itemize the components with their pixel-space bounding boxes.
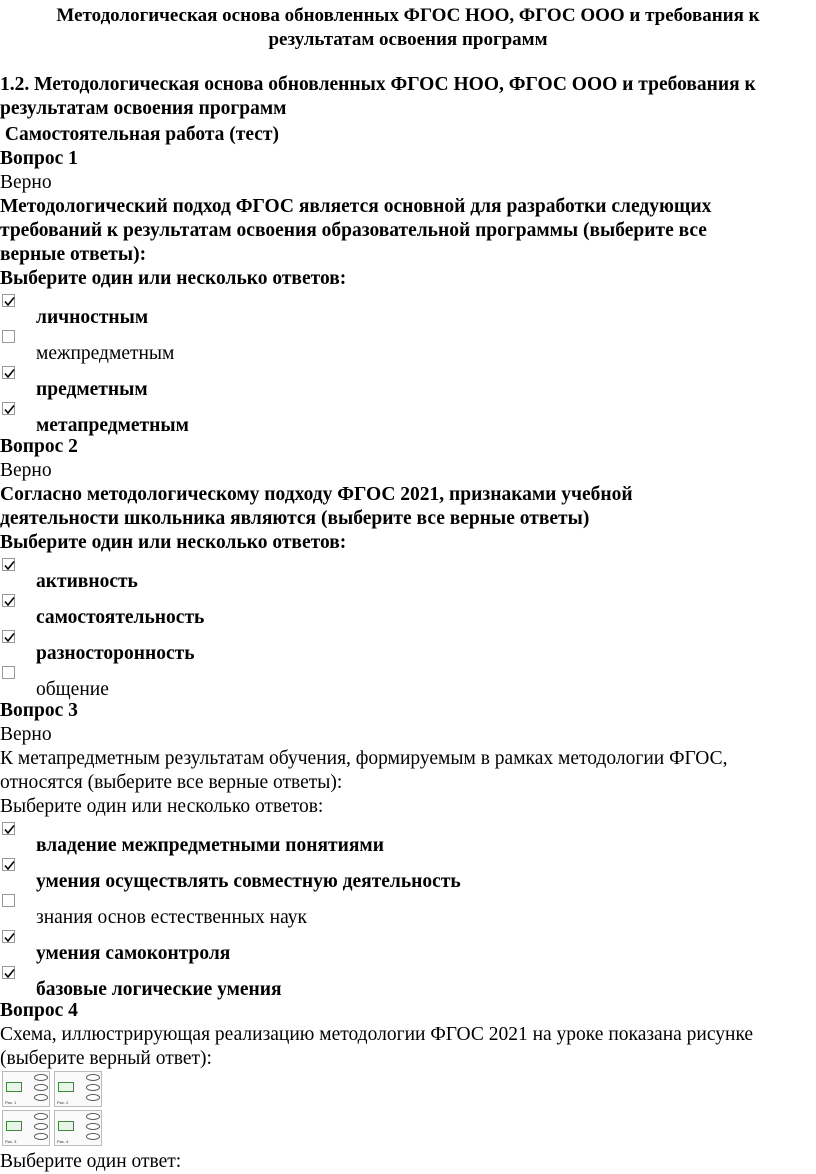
- checkbox-unchecked[interactable]: [2, 666, 15, 679]
- checkbox-checked[interactable]: [2, 294, 15, 307]
- question-2-instruction: Выберите один или несколько ответов:: [0, 532, 347, 553]
- scheme-ellipse: [86, 1133, 100, 1140]
- checkmark-icon: [3, 859, 16, 872]
- scheme-box: [58, 1121, 74, 1131]
- question-1-text-line-2: требований к результатам освоения образовательной программы (выберите все: [0, 220, 707, 241]
- scheme-ellipse: [34, 1084, 48, 1091]
- question-2-status: Верно: [0, 460, 52, 481]
- answer-option-label: знания основ естественных наук: [36, 907, 307, 928]
- checkbox-checked[interactable]: [2, 630, 15, 643]
- answer-option[interactable]: [0, 630, 760, 666]
- checkbox-checked[interactable]: [2, 966, 15, 979]
- answer-option-label: владение межпредметными понятиями: [36, 835, 384, 856]
- answer-option[interactable]: [0, 822, 760, 858]
- scheme-ellipse: [34, 1113, 48, 1120]
- scheme-figure-2[interactable]: [54, 1071, 102, 1107]
- scheme-figures: [0, 1071, 110, 1147]
- answer-option-label: личностным: [36, 307, 149, 328]
- answer-option[interactable]: [0, 930, 760, 966]
- answer-option-label: метапредметным: [36, 415, 189, 436]
- section-subheading: Самостоятельная работа (тест): [0, 124, 279, 145]
- scheme-ellipse: [86, 1084, 100, 1091]
- question-1-text-line-1: Методологический подход ФГОС является основной для разработки следующих: [0, 196, 712, 217]
- scheme-box: [6, 1121, 22, 1131]
- question-4-label: Вопрос 4: [0, 1000, 78, 1021]
- scheme-ellipse: [86, 1074, 100, 1081]
- scheme-figure-1[interactable]: [2, 1071, 50, 1107]
- figure-caption: Рис. 4: [57, 1139, 69, 1144]
- answer-option-label: предметным: [36, 379, 148, 400]
- checkbox-unchecked[interactable]: [2, 894, 15, 907]
- question-3-label: Вопрос 3: [0, 700, 78, 721]
- scheme-ellipse: [34, 1094, 48, 1101]
- question-3-text-line-1: К метапредметным результатам обучения, формируемым в рамках методологии ФГОС,: [0, 748, 728, 769]
- scheme-figure-4[interactable]: [54, 1110, 102, 1146]
- checkmark-icon: [3, 967, 16, 980]
- checkmark-icon: [3, 403, 16, 416]
- scheme-ellipse: [86, 1113, 100, 1120]
- checkmark-icon: [3, 595, 16, 608]
- answer-option[interactable]: [0, 666, 760, 702]
- checkmark-icon: [3, 931, 16, 944]
- figure-caption: Рис. 3: [5, 1139, 17, 1144]
- figure-caption: Рис. 1: [5, 1100, 17, 1105]
- checkmark-icon: [3, 823, 16, 836]
- answer-option[interactable]: [0, 330, 760, 366]
- question-2-text-line-1: Согласно методологическому подходу ФГОС 2021, признаками учебной: [0, 484, 633, 505]
- scheme-ellipse: [34, 1133, 48, 1140]
- question-3-status: Верно: [0, 724, 52, 745]
- answer-option-label: базовые логические умения: [36, 979, 282, 1000]
- question-2-text-line-2: деятельности школьника являются (выберите все верные ответы): [0, 508, 590, 529]
- checkbox-checked[interactable]: [2, 594, 15, 607]
- page-title-line-1: Методологическая основа обновленных ФГОС НОО, ФГОС ООО и требования к: [56, 5, 760, 26]
- scheme-ellipse: [86, 1123, 100, 1130]
- question-1-instruction: Выберите один или несколько ответов:: [0, 268, 347, 289]
- checkmark-icon: [3, 559, 16, 572]
- section-heading-line-2: результатам освоения программ: [0, 98, 287, 119]
- section-heading-line-1: 1.2. Методологическая основа обновленных ФГОС НОО, ФГОС ООО и требования к: [0, 74, 756, 95]
- figure-caption: Рис. 2: [57, 1100, 69, 1105]
- page-title-line-2: результатам освоения программ: [268, 29, 548, 50]
- question-3-text-line-2: относятся (выберите все верные ответы):: [0, 772, 343, 793]
- answer-option[interactable]: [0, 294, 760, 330]
- answer-option-label: межпредметным: [36, 343, 175, 364]
- answer-option[interactable]: [0, 894, 760, 930]
- question-3-instruction: Выберите один или несколько ответов:: [0, 796, 324, 817]
- question-2-label: Вопрос 2: [0, 436, 78, 457]
- scheme-box: [58, 1082, 74, 1092]
- answer-option-label: активность: [36, 571, 138, 592]
- question-1-label: Вопрос 1: [0, 148, 78, 169]
- answer-option-label: общение: [36, 679, 109, 700]
- question-4-instruction: Выберите один ответ:: [0, 1151, 182, 1172]
- checkmark-icon: [3, 631, 16, 644]
- answer-option[interactable]: [0, 366, 760, 402]
- answer-option-label: самостоятельность: [36, 607, 205, 628]
- scheme-ellipse: [34, 1074, 48, 1081]
- answer-option-label: умения осуществлять совместную деятельность: [36, 871, 461, 892]
- scheme-figure-3[interactable]: [2, 1110, 50, 1146]
- checkbox-unchecked[interactable]: [2, 330, 15, 343]
- question-1-text-line-3: верные ответы):: [0, 244, 147, 265]
- answer-option[interactable]: [0, 966, 760, 1002]
- answer-option-label: разносторонность: [36, 643, 195, 664]
- answer-option[interactable]: [0, 402, 760, 438]
- checkbox-checked[interactable]: [2, 558, 15, 571]
- checkbox-checked[interactable]: [2, 822, 15, 835]
- checkbox-checked[interactable]: [2, 930, 15, 943]
- answer-option[interactable]: [0, 558, 760, 594]
- checkbox-checked[interactable]: [2, 402, 15, 415]
- answer-option-label: умения самоконтроля: [36, 943, 231, 964]
- question-4-text-line-1: Схема, иллюстрирующая реализацию методологии ФГОС 2021 на уроке показана рисунке: [0, 1024, 754, 1045]
- checkmark-icon: [3, 367, 16, 380]
- page-title: [0, 4, 816, 52]
- answer-option[interactable]: [0, 594, 760, 630]
- question-1-status: Верно: [0, 172, 52, 193]
- checkmark-icon: [3, 295, 16, 308]
- scheme-box: [6, 1082, 22, 1092]
- answer-option[interactable]: [0, 858, 760, 894]
- scheme-ellipse: [86, 1094, 100, 1101]
- question-4-text-line-2: (выберите верный ответ):: [0, 1048, 212, 1069]
- checkbox-checked[interactable]: [2, 366, 15, 379]
- checkbox-checked[interactable]: [2, 858, 15, 871]
- scheme-ellipse: [34, 1123, 48, 1130]
